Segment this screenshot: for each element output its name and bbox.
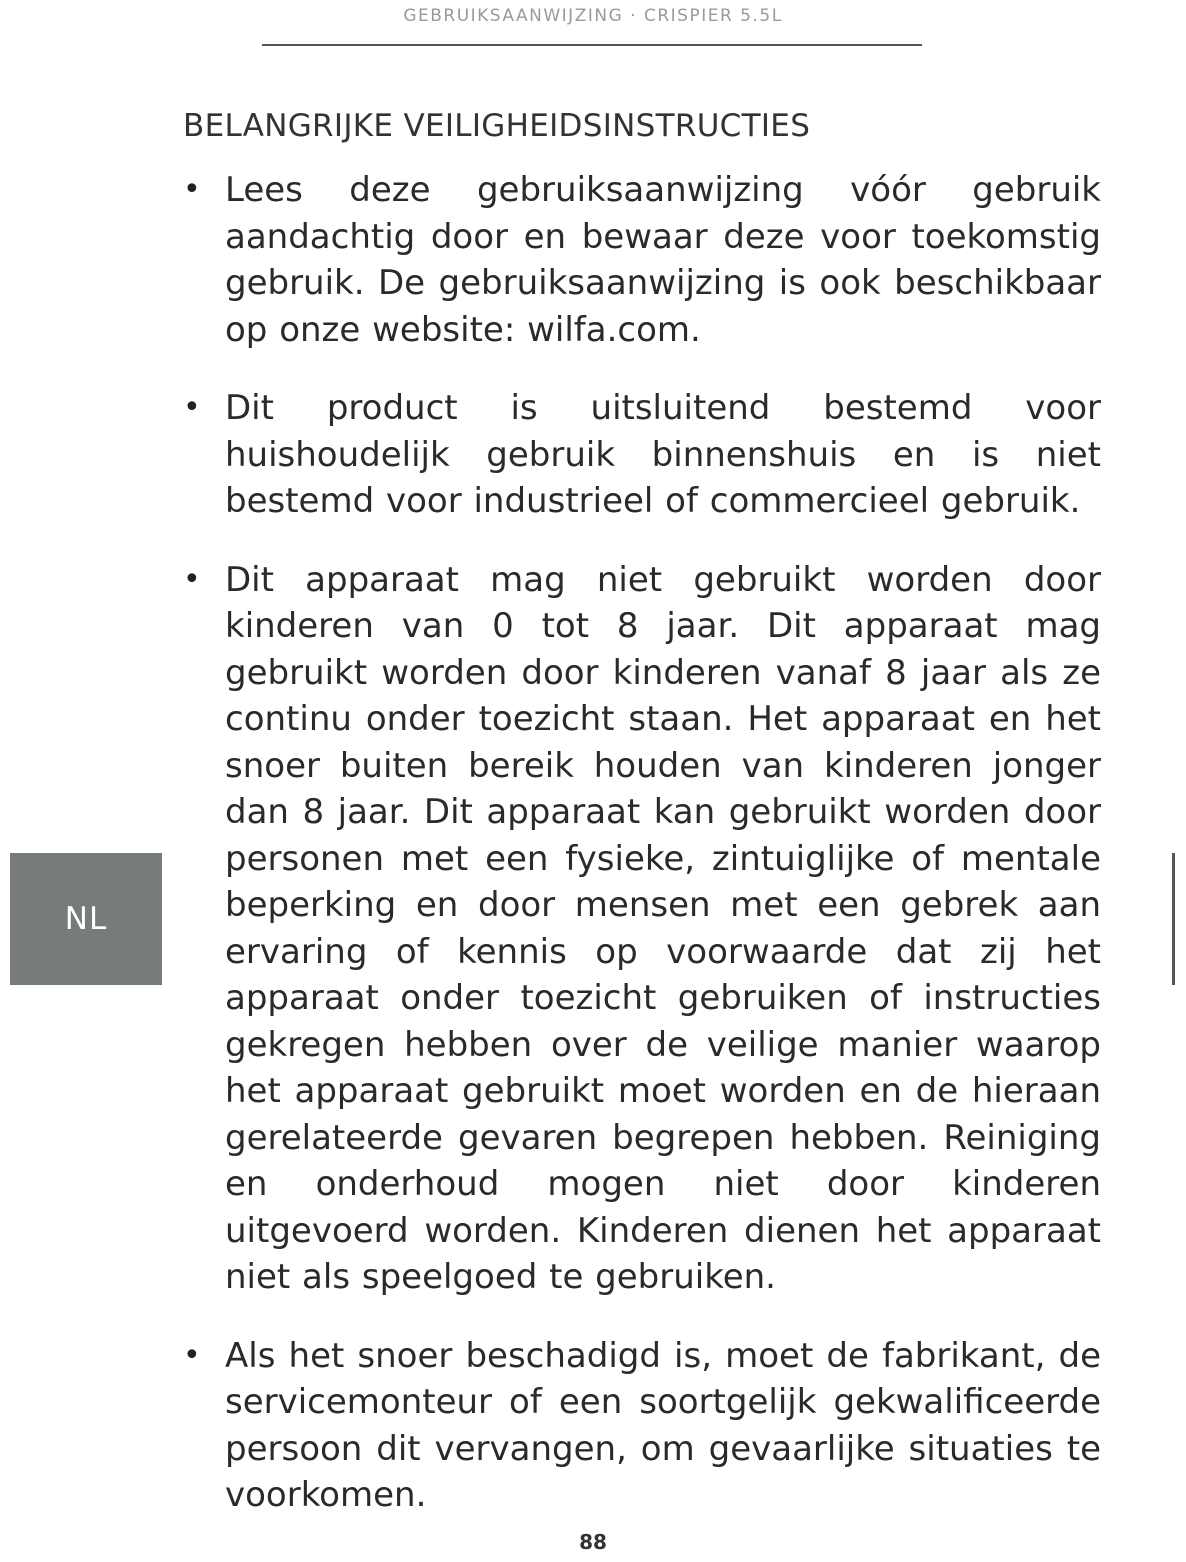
bullet-icon: • <box>183 1337 201 1373</box>
language-tab <box>10 853 162 985</box>
list-item-text: Dit apparaat mag niet gebruikt worden door kinderen van 0 tot 8 jaar. Dit apparaat mag gebruikt worden door kinderen vanaf 8 jaar als ze continu onder toezicht staan. Het apparaat en het snoer buiten bereik houden van kinderen jonger dan 8 jaar. Dit apparaat kan gebruikt worden door personen met een fysieke, zintuiglijke of mentale beperking en door mensen met een gebrek aan ervaring of kennis op voorwaarde dat zij het apparaat onder toezicht gebruiken of instructies gekregen hebben over de veilige manier waarop het apparaat gebruikt moet worden en de hieraan gerelateerde gevaren begrepen hebben. Reiniging en onderhoud mogen niet door kinderen uitgevoerd worden. Kinderen dienen het apparaat niet als speelgoed te gebruiken. <box>225 559 1101 1297</box>
list-item <box>183 385 1101 525</box>
bullet-icon: • <box>183 172 201 207</box>
safety-instructions-list <box>183 167 1101 1551</box>
list-item <box>183 1333 1101 1519</box>
list-item-text: Dit product is uitsluitend bestemd voor huishoudelijk gebruik binnenshuis en is niet bestemd voor industrieel of commercieel gebruik. <box>225 388 1101 521</box>
page-edge-marker <box>1172 853 1175 985</box>
bullet-icon: • <box>183 390 201 425</box>
document-header-title: GEBRUIKSAANWIJZING · CRISPIER 5.5L <box>403 6 783 26</box>
header-divider <box>262 44 922 46</box>
language-tab-label: NL <box>64 901 108 937</box>
list-item-text: Als het snoer beschadigd is, moet de fabrikant, de servicemonteur of een soortgelijk gekwalificeerde persoon dit vervangen, om gevaarlijke situaties te voorkomen. <box>225 1335 1101 1515</box>
list-item <box>183 557 1101 1301</box>
bullet-icon: • <box>183 561 201 597</box>
page-number: 88 <box>579 1530 607 1554</box>
list-item-text: Lees deze gebruiksaanwijzing vóór gebruik aandachtig door en bewaar deze voor toekomstig gebruik. De gebruiksaanwijzing is ook beschikbaar op onze website: wilfa.com. <box>225 170 1101 350</box>
list-item <box>183 167 1101 353</box>
section-heading: BELANGRIJKE VEILIGHEIDSINSTRUCTIES <box>183 108 811 144</box>
